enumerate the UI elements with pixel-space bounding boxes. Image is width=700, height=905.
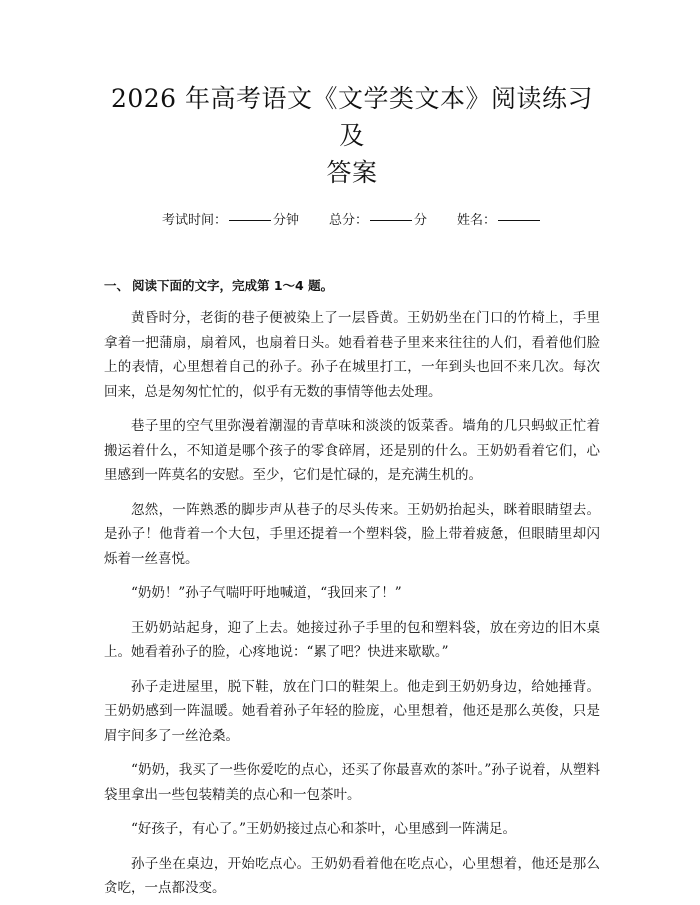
total-score-blank (370, 220, 412, 221)
name-field (457, 209, 542, 228)
exam-info-row (104, 209, 600, 228)
name-label: 姓名： (457, 213, 497, 228)
exam-time-field (162, 209, 299, 228)
title-line-1: 2026 年高考语文《文学类文本》阅读练习及 (110, 84, 594, 150)
paragraph: 巷子里的空气里弥漫着潮湿的青草味和淡淡的饭菜香。墙角的几只蚂蚁正忙着搬运着什么，不知道是哪个孩子的零食碎屑，还是别的什么。王奶奶看着它们，心里感到一阵莫名的安慰。至少，它们是忙碌的，是充满生机的。 (104, 418, 600, 483)
exam-time-blank (229, 220, 271, 221)
paragraph: 孙子走进屋里，脱下鞋，放在门口的鞋架上。他走到王奶奶身边，给她捶背。王奶奶感到一阵温暖。她看着孙子年轻的脸庞，心里想着，他还是那么英俊，只是眉宇间多了一丝沧桑。 (104, 678, 600, 744)
paragraph: “奶奶，我买了一些你爱吃的点心，还买了你最喜欢的茶叶。”孙子说着，从塑料袋里拿出一些包装精美的点心和一包茶叶。 (104, 762, 600, 803)
section-heading-text: 阅读下面的文字，完成第 1～4 题。 (132, 278, 334, 293)
total-score-label: 总分： (328, 213, 368, 228)
paragraph: “好孩子，有心了。”王奶奶接过点心和茶叶，心里感到一阵满足。 (131, 821, 517, 837)
section-heading (104, 276, 600, 294)
section-number: 一、 (104, 278, 130, 293)
name-blank (498, 220, 540, 221)
paragraph: “奶奶！”孙子气喘吁吁地喊道，“我回来了！” (131, 585, 402, 601)
paragraph: 忽然，一阵熟悉的脚步声从巷子的尽头传来。王奶奶抬起头，眯着眼睛望去。是孙子！他背着一个大包，手里还提着一个塑料袋，脸上带着疲惫，但眼睛里却闪烁着一丝喜悦。 (104, 501, 600, 567)
passage (104, 306, 600, 901)
exam-time-unit: 分钟 (272, 213, 299, 228)
document-title (104, 80, 600, 191)
exam-time-label: 考试时间： (161, 213, 227, 228)
total-score-field (329, 209, 427, 228)
title-line-2: 答案 (326, 158, 378, 187)
total-score-unit: 分 (414, 213, 428, 228)
paragraph: 王奶奶站起身，迎了上去。她接过孙子手里的包和塑料袋，放在旁边的旧木桌上。她看着孙子的脸，心疼地说：“累了吧？快进来歇歇。” (104, 619, 600, 660)
paragraph: 孙子坐在桌边，开始吃点心。王奶奶看着他在吃点心，心里想着，他还是那么贪吃，一点都没变。 (104, 855, 600, 896)
paragraph: 黄昏时分，老街的巷子便被染上了一层昏黄。王奶奶坐在门口的竹椅上，手里拿着一把蒲扇，扇着风，也扇着日头。她看着巷子里来来往往的人们，看着他们脸上的表情，心里想着自己的孙子。孙子在城里打工，一年到头也回不来几次。每次回来，总是匆匆忙忙的，似乎有无数的事情等他去处理。 (104, 310, 600, 400)
